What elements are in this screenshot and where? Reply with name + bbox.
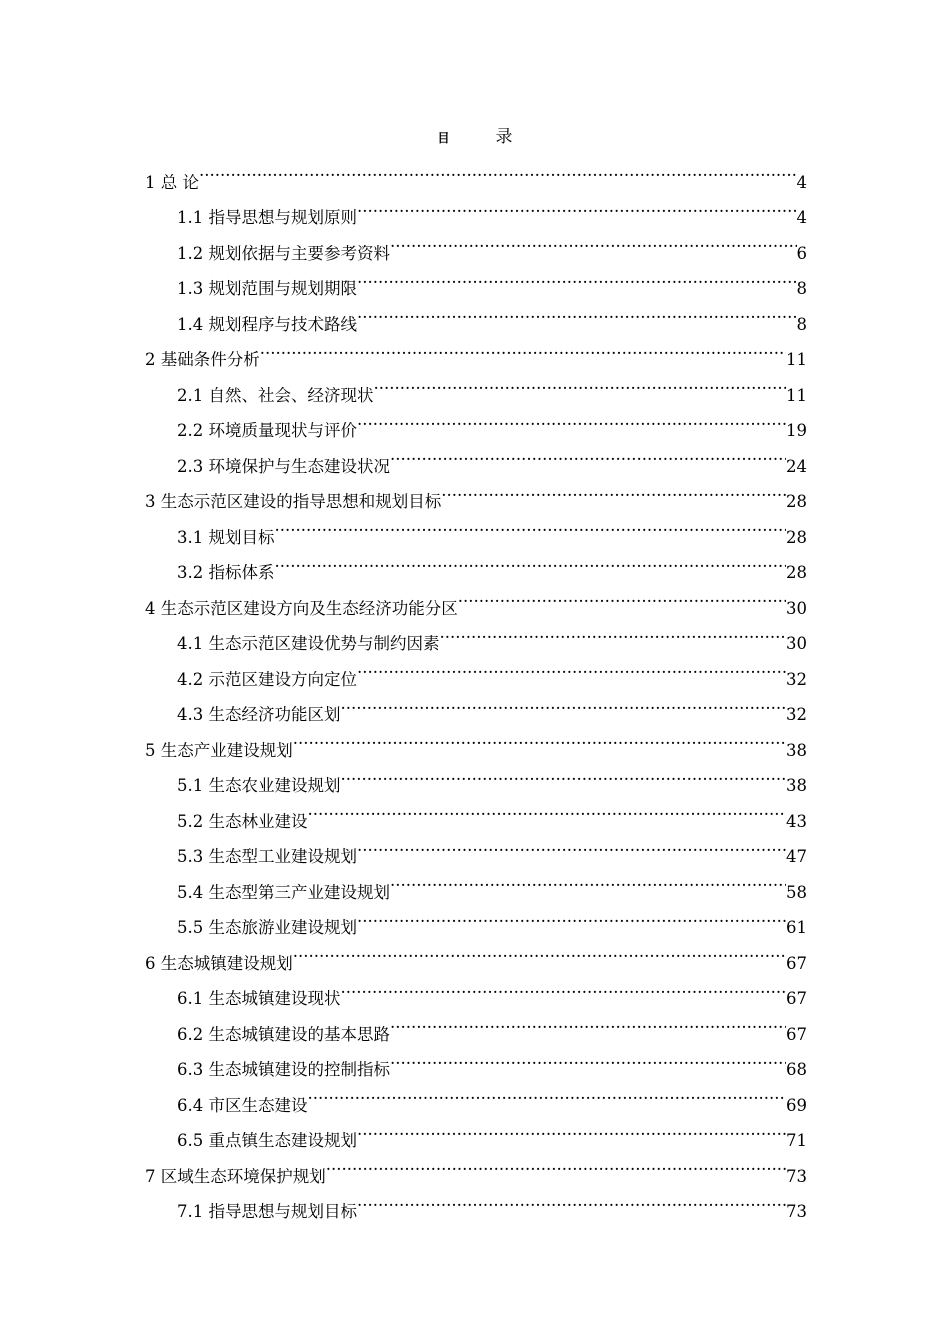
toc-entry-label: 2 基础条件分析	[145, 350, 260, 369]
toc-dot-leader	[341, 685, 787, 721]
toc-entry-page-number: 38	[786, 776, 807, 795]
toc-dot-leader	[390, 862, 786, 898]
toc-dot-leader	[326, 1146, 786, 1182]
toc-entry-label: 1.2 规划依据与主要参考资料	[177, 243, 390, 263]
toc-entry-page-number: 19	[786, 421, 807, 440]
toc-entry-label: 3.1 规划目标	[177, 527, 275, 547]
toc-entry-label: 7 区域生态环境保护规划	[145, 1166, 326, 1186]
toc-title	[0, 125, 950, 150]
toc-entry-page-number: 4	[796, 172, 807, 192]
toc-entry-label: 1.4 规划程序与技术路线	[177, 314, 357, 334]
toc-entry-label: 5.5 生态旅游业建设规划	[177, 918, 357, 937]
toc-entry-label: 2.2 环境质量现状与评价	[177, 421, 357, 440]
toc-dot-leader	[199, 152, 797, 188]
toc-entry-page-number: 61	[786, 918, 807, 937]
toc-entry-label: 4.1 生态示范区建设优势与制约因素	[177, 634, 440, 653]
toc-entry-label: 6.1 生态城镇建设现状	[177, 989, 341, 1008]
toc-entry-label: 5.4 生态型第三产业建设规划	[177, 882, 390, 902]
toc-dot-leader	[357, 188, 797, 224]
toc-entry-page-number: 73	[786, 1202, 807, 1221]
toc-dot-leader	[441, 472, 786, 508]
toc-entry-page-number: 8	[796, 314, 807, 334]
toc-entry-label: 6 生态城镇建设规划	[145, 953, 293, 973]
toc-dot-leader	[260, 330, 786, 366]
toc-dot-leader	[458, 578, 786, 614]
toc-entry-label: 5 生态产业建设规划	[145, 740, 293, 760]
toc-entry-page-number: 69	[786, 1095, 807, 1115]
toc-entry-page-number: 58	[786, 882, 807, 902]
toc-entry-label: 5.3 生态型工业建设规划	[177, 847, 357, 866]
toc-entry-label: 5.2 生态林业建设	[177, 811, 308, 831]
toc-entry-page-number: 8	[796, 279, 807, 298]
toc-entry-page-number: 67	[786, 989, 807, 1008]
toc-entry-page-number: 11	[786, 350, 807, 369]
toc-entry-page-number: 43	[786, 811, 807, 831]
toc-dot-leader	[341, 756, 787, 792]
toc-dot-leader	[275, 543, 787, 579]
toc-entry-page-number: 32	[786, 705, 807, 724]
toc-dot-leader	[308, 1075, 787, 1111]
toc-entry-label: 4.2 示范区建设方向定位	[177, 669, 357, 689]
toc-entry-page-number: 28	[786, 563, 807, 582]
toc-dot-leader	[390, 1040, 786, 1076]
toc-entry-label: 3 生态示范区建设的指导思想和规划目标	[145, 492, 442, 511]
toc-dot-leader	[357, 1111, 786, 1147]
toc-entry-page-number: 67	[786, 953, 807, 973]
toc-dot-leader	[357, 401, 786, 437]
toc-entry-page-number: 11	[786, 385, 807, 405]
toc-dot-leader	[390, 223, 797, 259]
toc-list	[145, 152, 807, 1221]
toc-entry-page-number: 28	[786, 527, 807, 547]
toc-dot-leader	[357, 259, 797, 295]
toc-title-char-2: 录	[495, 127, 513, 147]
toc-chapter-entry[interactable]	[145, 152, 807, 192]
toc-entry-label: 1.1 指导思想与规划原则	[177, 208, 357, 227]
toc-dot-leader	[357, 898, 786, 934]
toc-dot-leader	[308, 791, 787, 827]
toc-entry-label: 5.1 生态农业建设规划	[177, 776, 341, 795]
toc-entry-label: 6.4 市区生态建设	[177, 1095, 308, 1115]
toc-dot-leader	[357, 1182, 786, 1218]
toc-entry-label: 1.3 规划范围与规划期限	[177, 279, 357, 298]
toc-entry-page-number: 38	[786, 740, 807, 760]
toc-entry-page-number: 71	[786, 1131, 807, 1150]
toc-entry-label: 3.2 指标体系	[177, 563, 275, 582]
toc-entry-page-number: 24	[786, 456, 807, 476]
toc-entry-page-number: 68	[786, 1060, 807, 1079]
toc-entry-page-number: 30	[786, 598, 807, 618]
toc-dot-leader	[390, 1004, 786, 1040]
toc-entry-label: 4.3 生态经济功能区划	[177, 705, 341, 724]
toc-dot-leader	[374, 365, 787, 401]
toc-entry-page-number: 73	[786, 1166, 807, 1186]
toc-dot-leader	[357, 827, 786, 863]
toc-entry-page-number: 28	[786, 492, 807, 511]
toc-entry-page-number: 47	[786, 847, 807, 866]
toc-dot-leader	[357, 649, 786, 685]
toc-entry-label: 6.3 生态城镇建设的控制指标	[177, 1060, 390, 1079]
toc-section-entry[interactable]	[145, 188, 807, 227]
toc-dot-leader	[293, 720, 786, 756]
toc-entry-page-number: 32	[786, 669, 807, 689]
toc-entry-page-number: 30	[786, 634, 807, 653]
toc-entry-label: 4 生态示范区建设方向及生态经济功能分区	[145, 598, 458, 618]
toc-dot-leader	[440, 614, 787, 650]
toc-entry-label: 7.1 指导思想与规划目标	[177, 1202, 357, 1221]
toc-dot-leader	[275, 507, 787, 543]
toc-dot-leader	[341, 969, 787, 1005]
toc-dot-leader	[390, 436, 786, 472]
toc-entry-page-number: 67	[786, 1024, 807, 1044]
toc-entry-label: 1 总 论	[145, 172, 199, 192]
toc-entry-label: 2.1 自然、社会、经济现状	[177, 385, 374, 405]
toc-title-char-1: 目	[437, 131, 450, 145]
toc-entry-label: 2.3 环境保护与生态建设状况	[177, 456, 390, 476]
toc-dot-leader	[293, 933, 786, 969]
toc-entry-page-number: 4	[796, 208, 807, 227]
toc-dot-leader	[357, 294, 797, 330]
toc-entry-label: 6.2 生态城镇建设的基本思路	[177, 1024, 390, 1044]
toc-entry-label: 6.5 重点镇生态建设规划	[177, 1131, 357, 1150]
toc-entry-page-number: 6	[796, 243, 807, 263]
